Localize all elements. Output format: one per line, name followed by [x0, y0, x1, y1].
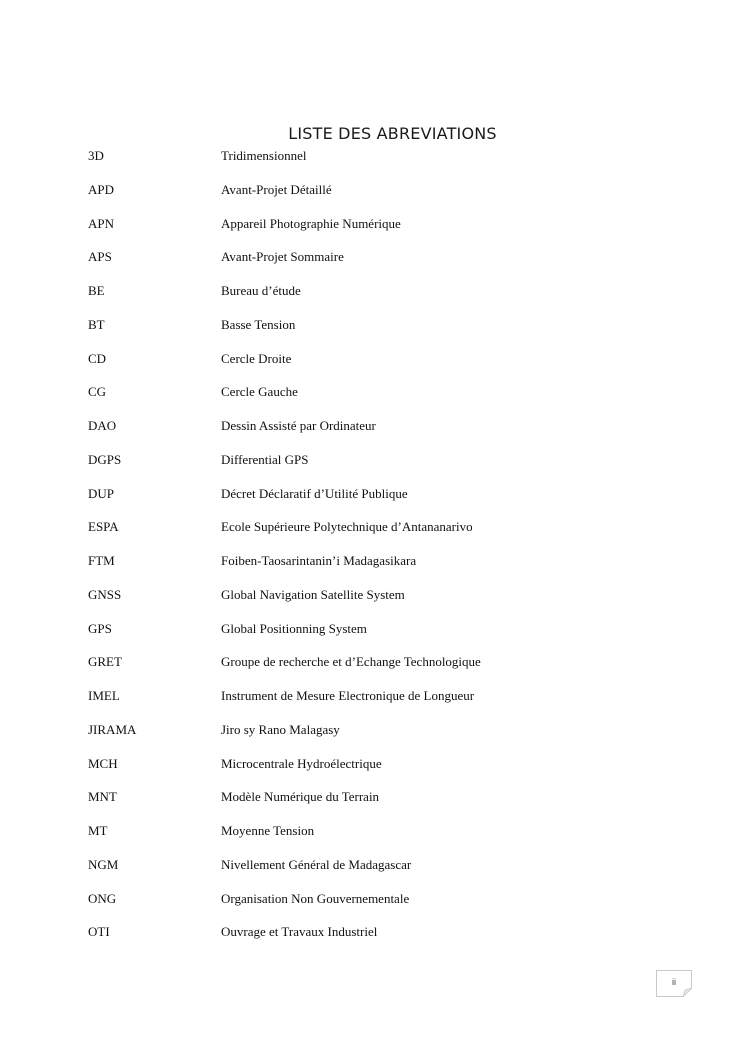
abbreviation-row: [88, 687, 648, 721]
abbreviation-row: [88, 147, 648, 181]
abbreviation-meaning: Jiro sy Rano Malagasy: [221, 721, 340, 737]
abbreviation-meaning: Organisation Non Gouvernementale: [221, 890, 410, 906]
abbreviation-code: DUP: [88, 485, 115, 501]
abbreviation-meaning: Groupe de recherche et d’Echange Technologique: [221, 654, 481, 670]
abbreviation-row: [88, 890, 648, 924]
abbreviation-code: APN: [88, 215, 115, 231]
abbreviation-row: [88, 923, 648, 957]
abbreviation-code: NGM: [88, 856, 119, 872]
abbreviation-meaning: Global Navigation Satellite System: [221, 586, 405, 602]
abbreviation-code: BE: [88, 283, 105, 298]
abbreviation-code: MNT: [88, 789, 117, 805]
abbreviation-row: [88, 451, 648, 485]
abbreviation-meaning: Global Positionning System: [221, 620, 367, 636]
abbreviation-meaning: Microcentrale Hydroélectrique: [221, 755, 382, 771]
abbreviation-row: [88, 518, 648, 552]
abbreviation-meaning: Ecole Supérieure Polytechnique d’Antananarivo: [221, 519, 473, 535]
abbreviation-meaning: Modèle Numérique du Terrain: [221, 789, 380, 805]
page-number-box: [656, 970, 692, 997]
abbreviation-row: [88, 721, 648, 755]
abbreviation-code: APS: [88, 249, 112, 265]
abbreviation-row: [88, 485, 648, 519]
page-title: LISTE DES ABREVIATIONS: [288, 124, 497, 143]
abbreviation-meaning: Cercle Gauche: [221, 384, 298, 400]
abbreviation-meaning: Dessin Assisté par Ordinateur: [221, 418, 376, 433]
abbreviation-code: GRET: [88, 654, 122, 670]
abbreviation-meaning: Differential GPS: [221, 451, 309, 467]
abbreviation-row: [88, 586, 648, 620]
abbreviation-code: BT: [88, 316, 105, 332]
abbreviation-meaning: Appareil Photographie Numérique: [221, 215, 401, 231]
abbreviation-row: [88, 417, 648, 451]
abbreviation-row: [88, 383, 648, 417]
abbreviation-code: GNSS: [88, 586, 122, 602]
page-number: ii: [672, 977, 676, 987]
abbreviation-meaning: Décret Déclaratif d’Utilité Publique: [221, 485, 408, 501]
abbreviation-meaning: Foiben-Taosarintanin’i Madagasikara: [221, 553, 417, 568]
abbreviation-meaning: Bureau d’étude: [221, 283, 301, 298]
abbreviation-meaning: Moyenne Tension: [221, 823, 315, 838]
abbreviation-meaning: Tridimensionnel: [221, 148, 307, 163]
abbreviation-code: DGPS: [88, 451, 122, 467]
abbreviation-code: OTI: [88, 924, 110, 940]
abbreviation-row: [88, 350, 648, 384]
abbreviation-row: [88, 755, 648, 789]
abbreviation-code: CG: [88, 384, 107, 400]
abbreviation-row: [88, 856, 648, 890]
abbreviation-code: GPS: [88, 620, 112, 636]
abbreviation-code: ESPA: [88, 519, 119, 535]
abbreviation-meaning: Nivellement Général de Madagascar: [221, 856, 412, 872]
abbreviation-code: FTM: [88, 553, 115, 568]
abbreviation-code: MT: [88, 823, 108, 838]
abbreviation-code: MCH: [88, 755, 118, 771]
abbreviation-code: APD: [88, 181, 115, 197]
abbreviation-row: [88, 822, 648, 856]
abbreviation-row: [88, 282, 648, 316]
abbreviation-list: [88, 147, 648, 957]
abbreviation-row: [88, 215, 648, 249]
abbreviation-code: IMEL: [88, 688, 120, 703]
abbreviation-row: [88, 788, 648, 822]
abbreviation-row: [88, 181, 648, 215]
abbreviation-row: [88, 620, 648, 654]
page-curl-icon: [683, 988, 692, 997]
abbreviation-row: [88, 653, 648, 687]
abbreviation-meaning: Instrument de Mesure Electronique de Longueur: [221, 688, 475, 703]
abbreviation-meaning: Basse Tension: [221, 316, 296, 332]
abbreviation-row: [88, 248, 648, 282]
abbreviation-code: DAO: [88, 418, 117, 433]
abbreviation-row: [88, 316, 648, 350]
abbreviation-code: ONG: [88, 890, 117, 906]
abbreviation-meaning: Cercle Droite: [221, 350, 292, 366]
abbreviation-code: 3D: [88, 148, 104, 163]
abbreviation-code: CD: [88, 350, 107, 366]
abbreviation-meaning: Avant-Projet Sommaire: [221, 249, 344, 265]
abbreviation-row: [88, 552, 648, 586]
abbreviation-code: JIRAMA: [88, 721, 137, 737]
abbreviation-meaning: Ouvrage et Travaux Industriel: [221, 924, 378, 940]
abbreviation-meaning: Avant-Projet Détaillé: [221, 181, 332, 197]
